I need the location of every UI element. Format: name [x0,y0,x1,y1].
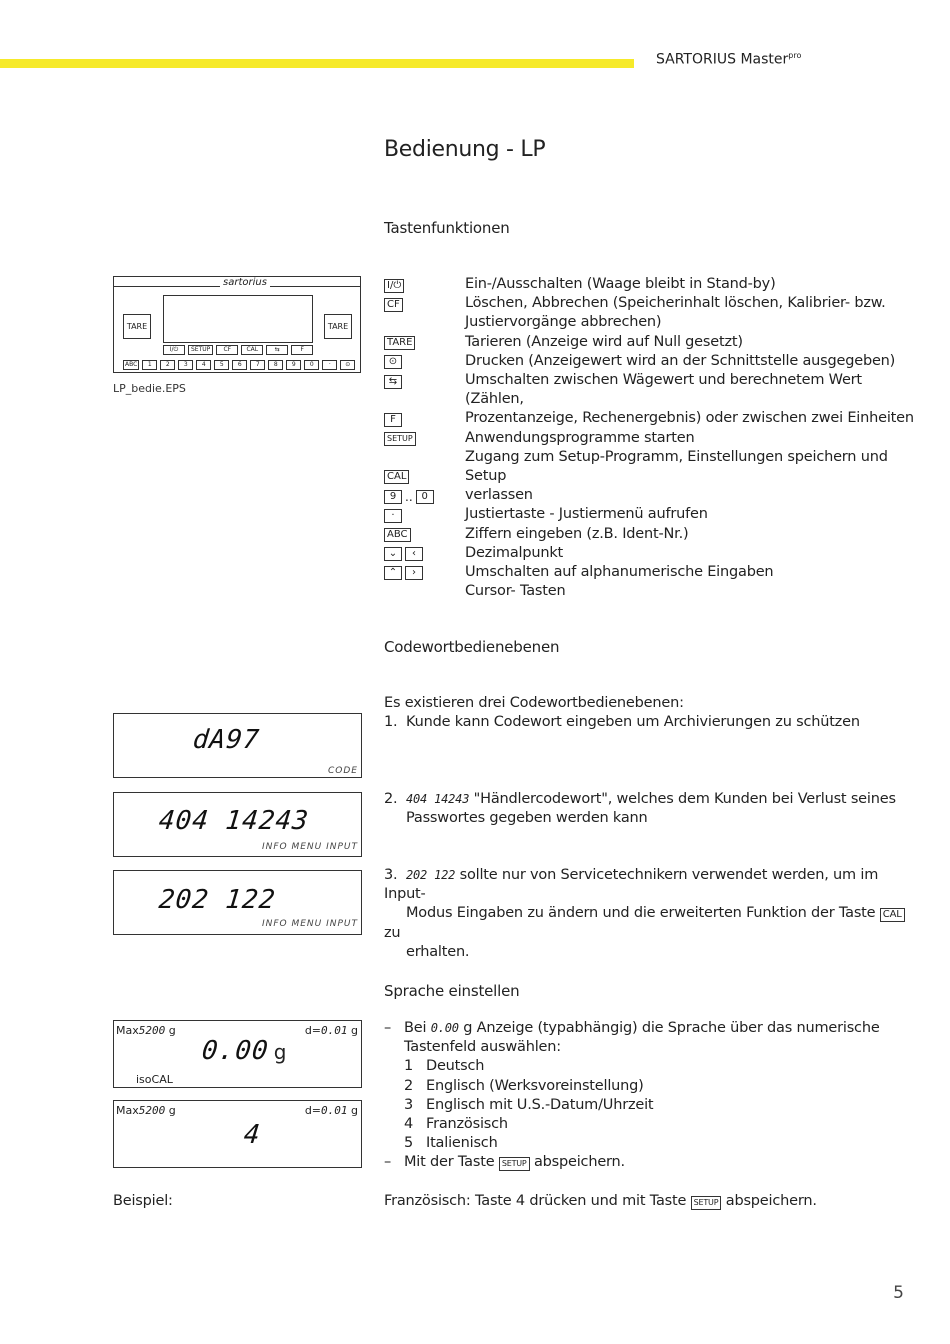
key-symbol: ⊙ [384,355,402,369]
key-description: Umschalten auf alphanumerische Eingaben [465,564,774,581]
key-symbol: · [384,509,402,523]
key-symbol: ⇆ [384,375,402,389]
device-num-key: · [322,360,337,370]
language-options [384,1057,914,1153]
device-num-key: 2 [160,360,175,370]
device-num-key: 1 [142,360,157,370]
key-symbol: ⌄ [384,547,402,561]
lcd-display-code [113,713,362,778]
key-symbols-column [384,276,459,583]
key-symbol: ⌃ [384,566,402,580]
lcd-language-value: 4 [242,1120,263,1150]
lcd-d-label: d=0.01 g [304,1104,358,1117]
sprache-text: – Bei 0.00 g Anzeige (typabhängig) die Sprache über das numerische Tastenfeld auswählen: 1 Deutsch 2 Englisch (Werksvoreinstellung) 3 Englisch mit U.S.-Datum/Uhrzeit 4 Französisch 5 Italienisch – Mit der Taste SETUP abspeichern. [384,1019,914,1173]
section-heading-tasten: Tastenfunktionen [384,219,510,237]
lcd-display-haendler [113,792,362,857]
codewort-item-1: 1. Kunde kann Codewort eingeben um Archivierungen zu schützen [384,714,860,731]
key-description: Ein-/Ausschalten (Waage bleibt in Stand-by) [465,276,776,292]
device-func-key: F [291,345,313,355]
lcd-value: 202 122 [157,885,278,915]
device-func-key: CF [216,345,238,355]
key-description: Drucken (Anzeigewert wird an der Schnittstelle ausgegeben) [465,352,896,369]
key-description: verlassen [465,487,533,504]
lcd-max-label: Max5200 g [116,1024,176,1037]
lcd-d-label: d=0.01 g [304,1024,358,1037]
codewort-text [384,694,914,732]
key-symbol: 0 [416,490,434,504]
key-symbol: 9 [384,490,402,504]
language-option: 3 Englisch mit U.S.-Datum/Uhrzeit [404,1096,654,1113]
lcd-label: INFO MENU INPUT [261,919,358,929]
key-symbol-row [384,487,459,506]
key-symbol-row [384,468,459,487]
balance-device-illustration [113,276,361,373]
language-option: 4 Französisch [404,1116,508,1133]
key-symbol: SETUP [384,432,416,446]
key-description: Ziffern eingeben (z.B. Ident-Nr.) [465,525,689,542]
key-symbol-row [384,545,459,564]
beispiel-text: Französisch: Taste 4 drücken und mit Taste SETUP abspeichern. [384,1193,817,1209]
device-func-keys [163,345,313,355]
key-description: Zugang zum Setup-Programm, Einstellungen speichern und Setup [465,448,888,485]
key-symbol: TARE [384,336,415,350]
device-func-key: SETUP [188,345,213,355]
device-num-key: ABC [125,361,138,368]
lcd-value: dA97 [191,725,262,755]
device-tare-left: TARE [123,314,151,339]
lcd-label: CODE [328,766,358,776]
key-description: Justiertaste - Justiermenü aufrufen [465,506,708,523]
key-symbol-row [384,430,459,449]
key-symbol-row [384,295,459,314]
sartorius-logo: sartorius [220,277,270,288]
key-symbol-row [384,314,459,333]
beispiel-label: Beispiel: [113,1193,173,1209]
lcd-display-service [113,870,362,935]
key-symbol: › [405,566,423,580]
language-option: 2 Englisch (Werksvoreinstellung) [404,1077,644,1094]
key-description: Justiervorgänge abbrechen) [465,314,662,331]
key-descriptions [465,275,915,621]
device-num-keys [123,360,355,370]
key-symbol-row [384,276,459,295]
device-num-key: 9 [286,360,301,370]
key-symbol-row [384,506,459,525]
key-description: Cursor- Tasten [465,583,566,600]
lcd-value: 404 14243 [157,806,311,836]
brand-name: SARTORIUS Master$^{pro}$ [656,51,802,68]
key-symbol-row [384,449,459,468]
key-symbol-row [384,525,459,544]
lcd-display-language [113,1100,362,1168]
key-symbol-row [384,564,459,583]
device-num-key: 8 [268,360,283,370]
key-description: Tarieren (Anzeige wird auf Null gesetzt) [465,333,743,350]
key-symbol-row [384,391,459,410]
device-func-key: I/⏻ [163,345,185,355]
setup-key-inline: SETUP [499,1157,530,1171]
page-number: 5 [893,1283,904,1303]
key-symbol: I/⏻ [384,279,404,293]
lcd-weight-value: 0.00 g [200,1036,287,1066]
codewort-item-3: 3. 202 122 sollte nur von Servicetechnikern verwendet werden, um im Input- Modus Eingaben zu ändern und die erweiterten Funktion der Taste CAL zu erhalten. [384,866,914,962]
lcd-label: INFO MENU INPUT [261,842,358,852]
key-symbol: ABC [384,528,411,542]
key-symbol: F [384,413,402,427]
key-description: Dezimalpunkt [465,544,564,561]
key-symbol: CAL [384,470,409,484]
key-symbol: ‹ [405,547,423,561]
header-yellow-bar [0,59,634,68]
section-heading-sprache: Sprache einstellen [384,982,520,1000]
key-symbol: CF [384,298,403,312]
key-description: Löschen, Abbrechen (Speicherinhalt löschen, Kalibrier- bzw. [465,295,886,312]
section-heading-codewort: Codewortbedienebenen [384,638,560,656]
key-symbol-row [384,410,459,429]
device-func-key: CAL [241,345,263,355]
lcd-max-label: Max5200 g [116,1104,176,1117]
key-symbol-row [384,372,459,391]
device-num-key: 4 [196,360,211,370]
device-num-key: 0 [304,360,319,370]
device-num-key: 6 [232,360,247,370]
device-num-key: 7 [250,360,265,370]
device-num-key: 5 [214,360,229,370]
lcd-isocal-label: isoCAL [136,1073,173,1086]
page-title: Bedienung - LP [384,137,546,162]
language-option: 5 Italienisch [404,1135,498,1152]
key-description: Prozentanzeige, Rechenergebnis) oder zwischen zwei Einheiten [465,410,914,427]
device-display-window [163,295,313,343]
device-num-key: ⊙ [340,360,355,370]
device-func-key: ⇆ [266,345,288,355]
cal-key-inline: CAL [880,908,905,922]
setup-key-inline: SETUP [691,1196,722,1210]
device-num-key: 3 [178,360,193,370]
key-description [465,601,915,620]
key-description: Umschalten zwischen Wägewert und berechnetem Wert (Zählen, [465,372,862,408]
device-tare-right: TARE [324,314,352,339]
language-option: 1 Deutsch [404,1058,485,1075]
lcd-display-weight [113,1020,362,1088]
key-symbol-row [384,353,459,372]
key-description: Anwendungsprogramme starten [465,429,695,446]
codewort-intro: Es existieren drei Codewortbedienebenen: [384,695,684,711]
key-symbol-row [384,334,459,353]
codewort-item-2: 2. 404 14243 "Händlercodewort", welches dem Kunden bei Verlust seines Passwortes gegeben werden kann [384,791,896,827]
device-caption: LP_bedie.EPS [113,382,186,395]
range-dots: .. [405,489,413,504]
